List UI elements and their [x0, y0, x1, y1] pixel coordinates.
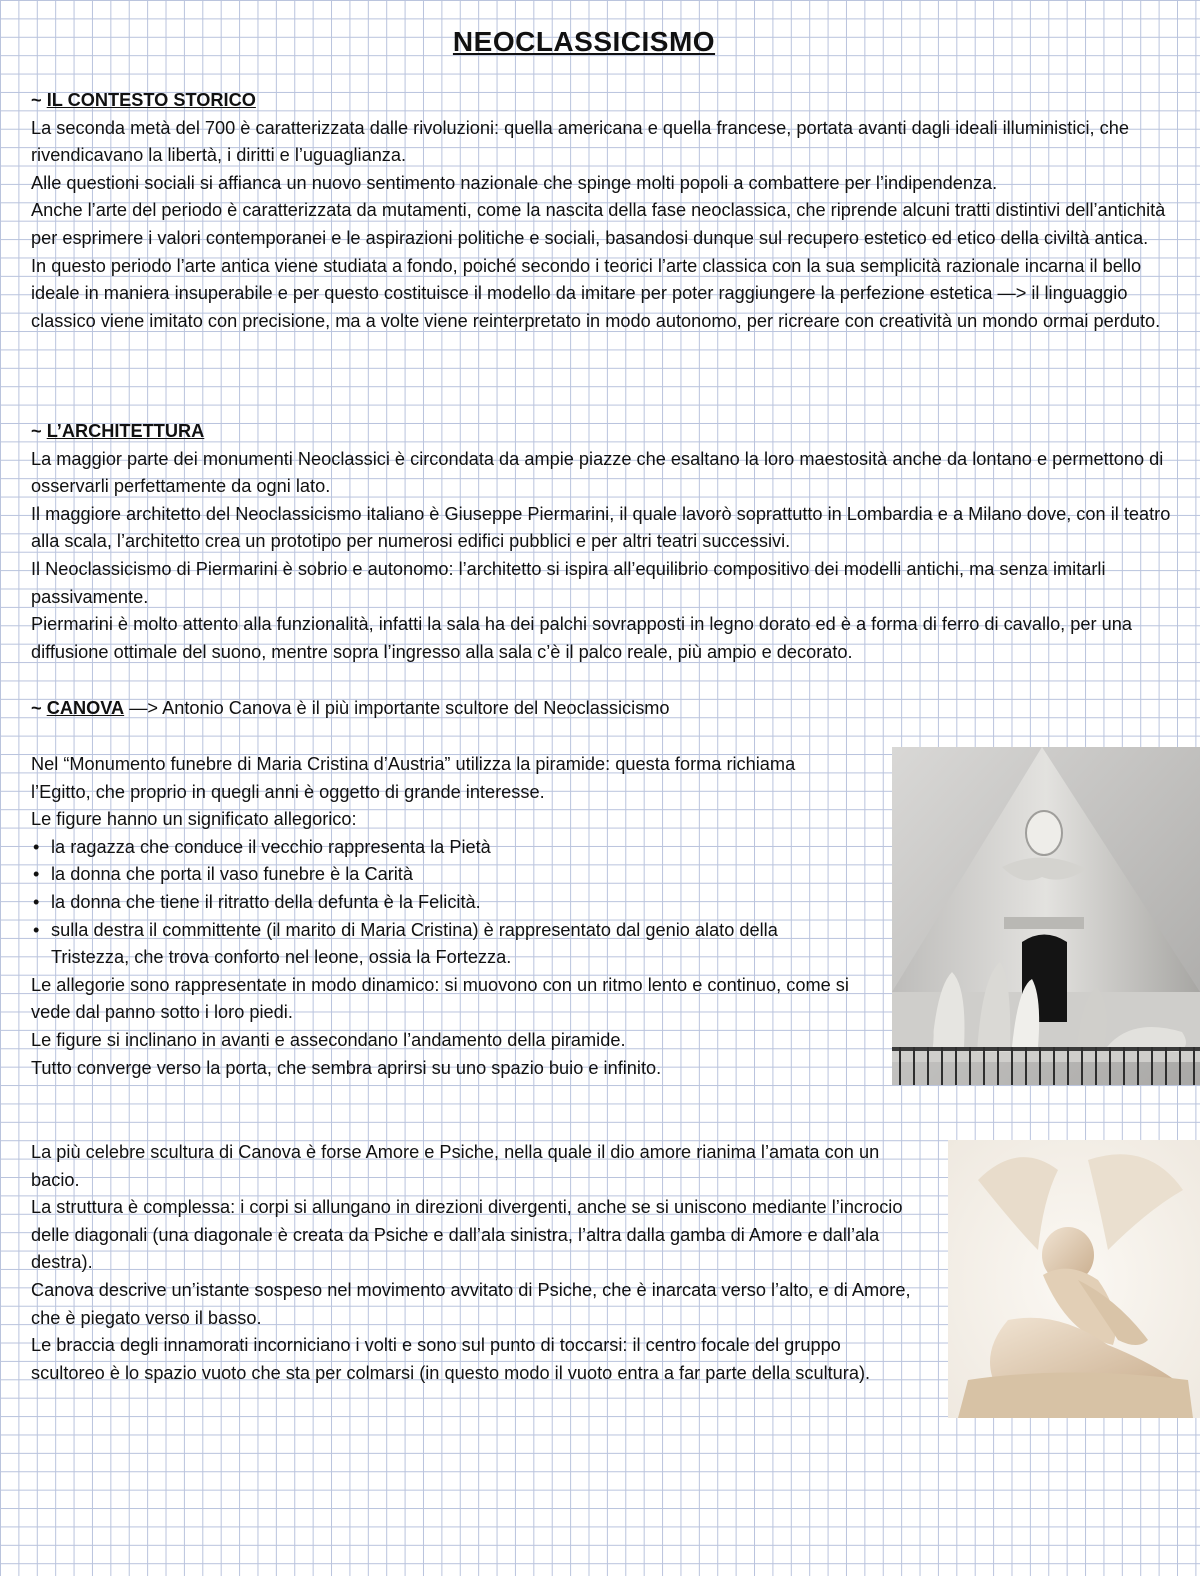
paragraph: Nel “Monumento funebre di Maria Cristina d’Austria” utilizza la piramide: questa forma richiama l’Egitto, che proprio in quegli anni è oggetto di grande interesse.: [31, 754, 796, 802]
heading-prefix: ~: [31, 421, 47, 441]
paragraph: La più celebre scultura di Canova è forse Amore e Psiche, nella quale il dio amore rianima l’amata con un bacio.: [31, 1142, 880, 1190]
heading-prefix: ~: [31, 698, 47, 718]
paragraph: La seconda metà del 700 è caratterizzata dalle rivoluzioni: quella americana e quella francese, portata avanti dagli ideali illuministici, che rivendicavano la libertà, i diritti e l’uguaglianza.: [31, 117, 1129, 166]
paragraph: Le figure hanno un significato allegorico:: [31, 809, 357, 830]
heading-text: IL CONTESTO STORICO: [46, 90, 256, 110]
section-heading: [31, 87, 1171, 115]
section-contesto-storico: [31, 87, 1171, 335]
paragraph: Alle questioni sociali si affianca un nuovo sentimento nazionale che spinge molti popoli a combattere per l’indipendenza.: [31, 172, 998, 193]
list-item: • la donna che tiene il ritratto della defunta è la Felicità.: [31, 889, 851, 917]
section-canova-heading: [31, 695, 1171, 723]
heading-prefix: ~: [31, 90, 47, 110]
heading-intro: —> Antonio Canova è il più importante scultore del Neoclassicismo: [124, 698, 670, 718]
paragraph: In questo periodo l’arte antica viene studiata a fondo, poiché secondo i teorici l’arte classica con la sua semplicità razionale incarna il bello ideale in maniera insuperabile e per questo costituisce il modello da imitare per poter raggiungere la perfezione estetica —> il linguaggio classico viene imitato con precisione, ma a volte viene reinterpretato in modo autonomo, per ricreare con creatività un mondo ormai perduto.: [31, 255, 1161, 331]
list-item: • la ragazza che conduce il vecchio rappresenta la Pietà: [31, 834, 851, 862]
section-architettura: [31, 418, 1171, 666]
section-heading: [31, 418, 1171, 446]
page-title: NEOCLASSICISMO: [452, 26, 716, 57]
heading-text: CANOVA: [46, 698, 125, 718]
heading-text: L’ARCHITETTURA: [46, 421, 205, 441]
paragraph: Le allegorie sono rappresentate in modo dinamico: si muovono con un ritmo lento e continuo, come si vede dal panno sotto i loro piedi.: [31, 974, 849, 1023]
paragraph: Il maggiore architetto del Neoclassicismo italiano è Giuseppe Piermarini, il quale lavorò soprattutto in Lombardia e a Milano dove, con il teatro alla scala, l’architetto crea un prototipo per numerosi edifici pubblici e per altri teatri successivi.: [31, 503, 1171, 552]
allegory-list: [31, 834, 851, 972]
monumento-funebre-photo: [892, 747, 1200, 1085]
section-amore-psiche: [31, 1139, 911, 1387]
section-monumento-funebre: [31, 751, 851, 1082]
list-item: • la donna che porta il vaso funebre è la Carità: [31, 861, 851, 889]
paragraph: Piermarini è molto attento alla funzionalità, infatti la sala ha dei palchi sovrapposti in legno dorato ed è a forma di ferro di cavallo, per una diffusione ottimale del suono, mentre sopra l’ingresso alla sala c’è il palco reale, più ampio e decorato.: [31, 614, 1132, 662]
paragraph: La maggior parte dei monumenti Neoclassici è circondata da ampie piazze che esaltano la loro maestosità anche da lontano e permettono di osservarli perfettamente da ogni lato.: [31, 448, 1164, 497]
paragraph: Le braccia degli innamorati incorniciano i volti e sono sul punto di toccarsi: il centro focale del gruppo scultoreo è lo spazio vuoto che sta per colmarsi (in questo modo il vuoto entra a far parte della scultura).: [31, 1335, 871, 1383]
paragraph: Canova descrive un’istante sospeso nel movimento avvitato di Psiche, che è inarcata verso l’alto, e di Amore, che è piegato verso il basso.: [31, 1279, 911, 1328]
section-heading: [31, 695, 1171, 723]
paragraph: Il Neoclassicismo di Piermarini è sobrio e autonomo: l’architetto si ispira all’equilibrio compositivo dei modelli antichi, ma senza imitarli passivamente.: [31, 558, 1106, 607]
paragraph: Le figure si inclinano in avanti e assecondano l’andamento della piramide.: [31, 1029, 626, 1050]
paragraph: Tutto converge verso la porta, che sembra aprirsi su uno spazio buio e infinito.: [31, 1057, 662, 1078]
list-item: • sulla destra il committente (il marito di Maria Cristina) è rappresentato dal genio alato della Tristezza, che trova conforto nel leone, ossia la Fortezza.: [31, 917, 851, 972]
paragraph: Anche l’arte del periodo è caratterizzata da mutamenti, come la nascita della fase neoclassica, che riprende alcuni tratti distintivi dell’antichità per esprimere i valori contemporanei e le aspirazioni politiche e sociali, basandosi dunque sul recupero estetico ed etico della civiltà antica.: [31, 200, 1166, 248]
amore-e-psiche-photo: [948, 1140, 1200, 1418]
paragraph: La struttura è complessa: i corpi si allungano in direzioni divergenti, anche se si uniscono mediante l’incrocio delle diagonali (una diagonale è creata da Psiche e dall’ala sinistra, l’altra dalla gamba di Amore e dall’ala destra).: [31, 1197, 903, 1273]
